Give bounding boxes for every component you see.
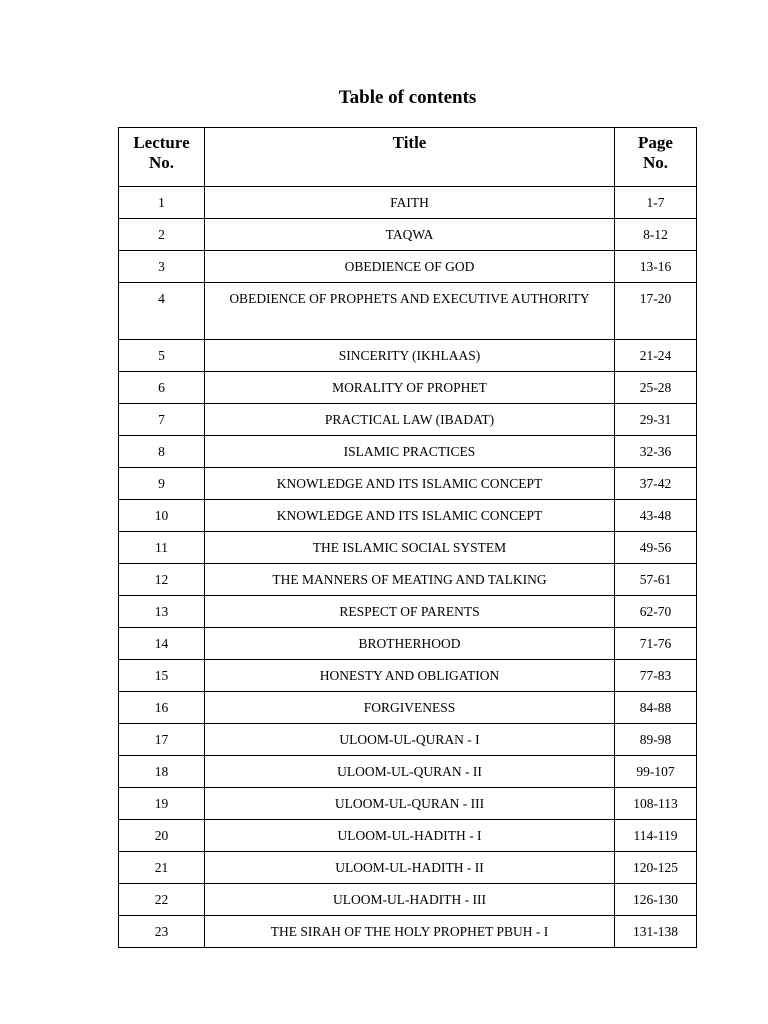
page-range-cell: 57-61: [615, 564, 697, 596]
lecture-number-cell: 20: [119, 820, 205, 852]
page-range-cell: 131-138: [615, 916, 697, 948]
table-row: [119, 820, 697, 852]
lecture-number-cell: 21: [119, 852, 205, 884]
table-row: [119, 596, 697, 628]
page-range-cell: 77-83: [615, 660, 697, 692]
lecture-title-cell: ULOOM-UL-HADITH - II: [205, 852, 615, 884]
header-lecture-no-line-1: Lecture: [133, 133, 190, 152]
lecture-title-cell: ULOOM-UL-QURAN - I: [205, 724, 615, 756]
page-range-cell: 13-16: [615, 251, 697, 283]
page-range-cell: 126-130: [615, 884, 697, 916]
lecture-number-cell: 4: [119, 283, 205, 340]
lecture-title-cell: ISLAMIC PRACTICES: [205, 436, 615, 468]
lecture-number-cell: 2: [119, 219, 205, 251]
lecture-title-cell: OBEDIENCE OF GOD: [205, 251, 615, 283]
lecture-number-cell: 17: [119, 724, 205, 756]
table-row: [119, 532, 697, 564]
table-row: [119, 724, 697, 756]
lecture-title-cell: BROTHERHOOD: [205, 628, 615, 660]
lecture-title-cell: KNOWLEDGE AND ITS ISLAMIC CONCEPT: [205, 500, 615, 532]
lecture-number-cell: 11: [119, 532, 205, 564]
page-range-cell: 89-98: [615, 724, 697, 756]
page-range-cell: 43-48: [615, 500, 697, 532]
lecture-title-cell: TAQWA: [205, 219, 615, 251]
lecture-title-cell: HONESTY AND OBLIGATION: [205, 660, 615, 692]
page-range-cell: 71-76: [615, 628, 697, 660]
table-row: [119, 500, 697, 532]
header-page-no-line-2: No.: [642, 153, 669, 172]
table-row: [119, 756, 697, 788]
lecture-number-cell: 19: [119, 788, 205, 820]
table-row: [119, 372, 697, 404]
page-range-cell: 17-20: [615, 283, 697, 340]
lecture-title-cell: MORALITY OF PROPHET: [205, 372, 615, 404]
page-range-cell: 120-125: [615, 852, 697, 884]
lecture-title-cell: ULOOM-UL-QURAN - III: [205, 788, 615, 820]
lecture-title-cell: PRACTICAL LAW (IBADAT): [205, 404, 615, 436]
lecture-number-cell: 16: [119, 692, 205, 724]
table-row: [119, 916, 697, 948]
page-range-cell: 21-24: [615, 340, 697, 372]
lecture-number-cell: 15: [119, 660, 205, 692]
lecture-number-cell: 5: [119, 340, 205, 372]
page-range-cell: 108-113: [615, 788, 697, 820]
page-range-cell: 37-42: [615, 468, 697, 500]
lecture-number-cell: 22: [119, 884, 205, 916]
lecture-title-cell: FAITH: [205, 187, 615, 219]
lecture-number-cell: 3: [119, 251, 205, 283]
lecture-title-cell: ULOOM-UL-HADITH - I: [205, 820, 615, 852]
page-range-cell: 8-12: [615, 219, 697, 251]
lecture-title-cell: RESPECT OF PARENTS: [205, 596, 615, 628]
lecture-number-cell: 14: [119, 628, 205, 660]
lecture-number-cell: 6: [119, 372, 205, 404]
page-range-cell: 25-28: [615, 372, 697, 404]
table-row: [119, 283, 697, 340]
table-row: [119, 884, 697, 916]
lecture-number-cell: 23: [119, 916, 205, 948]
lecture-number-cell: 7: [119, 404, 205, 436]
lecture-number-cell: 18: [119, 756, 205, 788]
table-row: [119, 628, 697, 660]
page-range-cell: 114-119: [615, 820, 697, 852]
toc-header-row: [119, 128, 697, 187]
lecture-title-cell: FORGIVENESS: [205, 692, 615, 724]
toc-body: [119, 187, 697, 948]
table-row: [119, 219, 697, 251]
table-row: [119, 468, 697, 500]
page-range-cell: 62-70: [615, 596, 697, 628]
table-row: [119, 340, 697, 372]
page-range-cell: 84-88: [615, 692, 697, 724]
page-title: Table of contents: [338, 87, 477, 108]
table-row: [119, 187, 697, 219]
header-title: Title: [205, 128, 615, 187]
lecture-number-cell: 9: [119, 468, 205, 500]
page-range-cell: 32-36: [615, 436, 697, 468]
toc-table: [118, 127, 697, 948]
lecture-title-cell: KNOWLEDGE AND ITS ISLAMIC CONCEPT: [205, 468, 615, 500]
table-row: [119, 251, 697, 283]
lecture-number-cell: 8: [119, 436, 205, 468]
lecture-title-cell: THE SIRAH OF THE HOLY PROPHET PBUH - I: [205, 916, 615, 948]
lecture-title-cell: THE MANNERS OF MEATING AND TALKING: [205, 564, 615, 596]
table-row: [119, 660, 697, 692]
header-page-no: [615, 128, 697, 187]
lecture-number-cell: 10: [119, 500, 205, 532]
table-row: [119, 852, 697, 884]
page-range-cell: 49-56: [615, 532, 697, 564]
lecture-number-cell: 13: [119, 596, 205, 628]
page-range-cell: 1-7: [615, 187, 697, 219]
page-range-cell: 29-31: [615, 404, 697, 436]
header-lecture-no: [119, 128, 205, 187]
lecture-title-cell: THE ISLAMIC SOCIAL SYSTEM: [205, 532, 615, 564]
table-row: [119, 404, 697, 436]
table-row: [119, 564, 697, 596]
page-range-cell: 99-107: [615, 756, 697, 788]
header-page-no-line-1: Page: [638, 133, 673, 152]
lecture-number-cell: 1: [119, 187, 205, 219]
lecture-title-cell: ULOOM-UL-HADITH - III: [205, 884, 615, 916]
header-lecture-no-line-2: No.: [148, 153, 175, 172]
table-row: [119, 692, 697, 724]
table-row: [119, 788, 697, 820]
table-row: [119, 436, 697, 468]
lecture-title-cell: ULOOM-UL-QURAN - II: [205, 756, 615, 788]
lecture-number-cell: 12: [119, 564, 205, 596]
lecture-title-cell: OBEDIENCE OF PROPHETS AND EXECUTIVE AUTHORITY: [205, 283, 615, 340]
lecture-title-cell: SINCERITY (IKHLAAS): [205, 340, 615, 372]
